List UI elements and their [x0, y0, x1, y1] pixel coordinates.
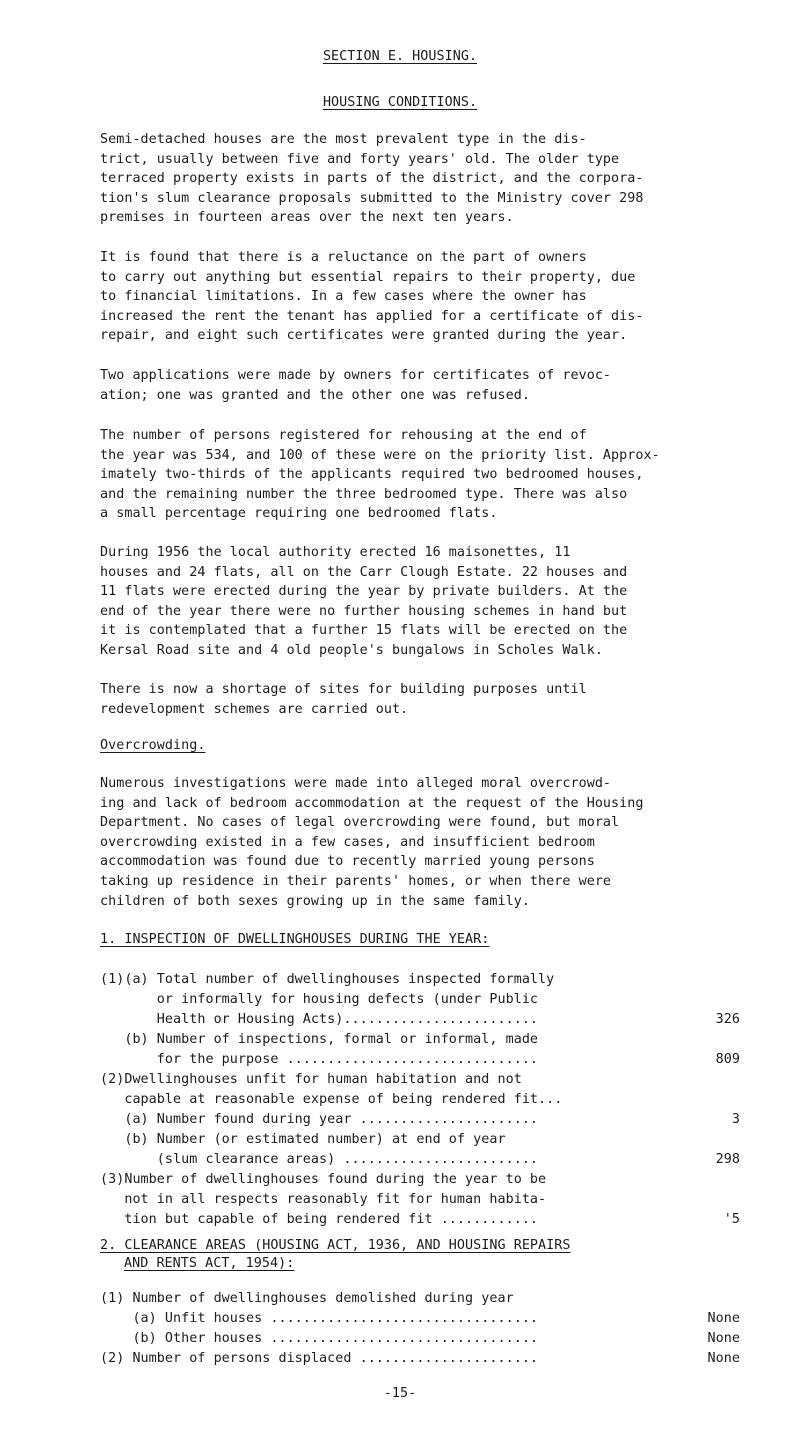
text-line: ing and lack of bedroom accommodation at the request of the Housing — [100, 795, 644, 811]
inspection-line — [100, 1130, 740, 1150]
text-line: to financial limitations. In a few cases where the owner has — [100, 289, 587, 305]
inspection-line — [100, 970, 740, 990]
text-line: the year was 534, and 100 of these were on the priority list. Approx- — [100, 447, 660, 463]
paragraph-revocation — [100, 366, 740, 405]
text-line: Kersal Road site and 4 old people's bungalows in Scholes Walk. — [100, 642, 603, 658]
line-text: not in all respects reasonably fit for human habita- — [100, 1192, 547, 1207]
line-text: (b) Other houses ................................. — [100, 1331, 539, 1346]
inspection-line — [100, 1170, 740, 1190]
inspection-line — [100, 1070, 740, 1090]
inspection-line — [100, 1030, 740, 1050]
inspection-line — [100, 1090, 740, 1110]
paragraph-overcrowding — [100, 774, 740, 911]
inspection-line — [100, 1050, 740, 1070]
inspection-line — [100, 1190, 740, 1210]
line-value: 326 — [715, 1012, 740, 1027]
line-text: Health or Housing Acts)........................ — [100, 1012, 539, 1027]
inspection-line — [100, 1210, 740, 1230]
clearance-heading-line2: AND RENTS ACT, 1954): — [124, 1256, 295, 1271]
line-text: (1) Number of dwellinghouses demolished during year — [100, 1291, 514, 1306]
inspection-heading: 1. INSPECTION OF DWELLINGHOUSES DURING THE YEAR: — [100, 932, 490, 947]
overcrowding-heading: Overcrowding. — [100, 738, 206, 753]
text-line: and the remaining number the three bedroomed type. There was also — [100, 486, 628, 502]
text-line: premises in fourteen areas over the next ten years. — [100, 210, 514, 226]
clearance-heading-line1: 2. CLEARANCE AREAS (HOUSING ACT, 1936, AND HOUSING REPAIRS — [100, 1238, 571, 1253]
text-line: Department. No cases of legal overcrowding were found, but moral — [100, 815, 620, 831]
text-line: end of the year there were no further housing schemes in hand but — [100, 603, 628, 619]
line-value: None — [707, 1331, 740, 1346]
clearance-line — [100, 1309, 740, 1329]
clearance-line — [100, 1329, 740, 1349]
line-text: (a) Unfit houses ................................. — [100, 1311, 539, 1326]
inspection-line — [100, 1150, 740, 1170]
line-text: (slum clearance areas) ........................ — [100, 1152, 539, 1167]
text-line: During 1956 the local authority erected 16 maisonettes, 11 — [100, 545, 571, 560]
line-text: (1)(a) Total number of dwellinghouses inspected formally — [100, 972, 555, 987]
page-number: -15- — [383, 1386, 417, 1401]
text-line: taking up residence in their parents' homes, or when there were — [100, 873, 612, 889]
section-title: SECTION E. HOUSING. — [322, 49, 478, 64]
text-line: The number of persons registered for rehousing at the end of — [100, 428, 587, 443]
line-text: (b) Number (or estimated number) at end of year — [100, 1132, 506, 1147]
text-line: Numerous investigations were made into alleged moral overcrowd- — [100, 776, 612, 791]
line-text: tion but capable of being rendered fit ............ — [100, 1212, 539, 1227]
line-text: (b) Number of inspections, formal or informal, made — [100, 1032, 539, 1047]
text-line: ation; one was granted and the other one was refused. — [100, 387, 530, 403]
text-line: to carry out anything but essential repairs to their property, due — [100, 269, 636, 285]
line-text: (2) Number of persons displaced ...................... — [100, 1351, 539, 1366]
inspection-line — [100, 1010, 740, 1030]
inspection-line — [100, 990, 740, 1010]
text-line: Two applications were made by owners for certificates of revoc- — [100, 368, 612, 383]
line-value: 298 — [715, 1152, 740, 1167]
text-line: tion's slum clearance proposals submitted to the Ministry cover 298 — [100, 190, 644, 206]
text-line: houses and 24 flats, all on the Carr Clough Estate. 22 houses and — [100, 564, 628, 580]
line-value: '5 — [723, 1212, 740, 1227]
line-value: 809 — [715, 1052, 740, 1067]
text-line: accommodation was found due to recently married young persons — [100, 854, 595, 870]
text-line: a small percentage requiring one bedroomed flats. — [100, 506, 498, 522]
line-value: None — [707, 1311, 740, 1326]
text-line: repair, and eight such certificates were granted during the year. — [100, 328, 628, 344]
text-line: terraced property exists in parts of the district, and the corpora- — [100, 171, 644, 187]
line-value: 3 — [731, 1112, 740, 1127]
text-line: 11 flats were erected during the year by private builders. At the — [100, 584, 628, 600]
paragraph-sites — [100, 680, 740, 719]
text-line: Semi-detached houses are the most prevalent type in the dis- — [100, 132, 587, 147]
line-text: (2)Dwellinghouses unfit for human habitation and not — [100, 1072, 522, 1087]
text-line: children of both sexes growing up in the same family. — [100, 893, 530, 909]
text-line: There is now a shortage of sites for building purposes until — [100, 682, 587, 697]
text-line: trict, usually between five and forty years' old. The older type — [100, 151, 620, 167]
subsection-title: HOUSING CONDITIONS. — [322, 95, 478, 110]
paragraph-rehousing — [100, 426, 740, 524]
line-value: None — [707, 1351, 740, 1366]
clearance-line — [100, 1349, 740, 1369]
line-text: (3)Number of dwellinghouses found during the year to be — [100, 1172, 547, 1187]
line-text: for the purpose ............................... — [100, 1052, 539, 1067]
line-text: (a) Number found during year ...................... — [100, 1112, 539, 1127]
line-text: capable at reasonable expense of being rendered fit... — [100, 1092, 563, 1107]
paragraph-construction — [100, 543, 740, 661]
paragraph-repairs — [100, 248, 740, 346]
text-line: It is found that there is a reluctance on the part of owners — [100, 250, 587, 265]
clearance-line — [100, 1289, 740, 1309]
text-line: overcrowding existed in a few cases, and insufficient bedroom — [100, 834, 595, 850]
inspection-line — [100, 1110, 740, 1130]
text-line: increased the rent the tenant has applied for a certificate of dis- — [100, 308, 644, 324]
text-line: redevelopment schemes are carried out. — [100, 701, 409, 717]
text-line: it is contemplated that a further 15 flats will be erected on the — [100, 623, 628, 639]
line-text: or informally for housing defects (under Public — [100, 992, 539, 1007]
text-line: imately two-thirds of the applicants required two bedroomed houses, — [100, 467, 644, 483]
paragraph-housing-types — [100, 130, 740, 228]
